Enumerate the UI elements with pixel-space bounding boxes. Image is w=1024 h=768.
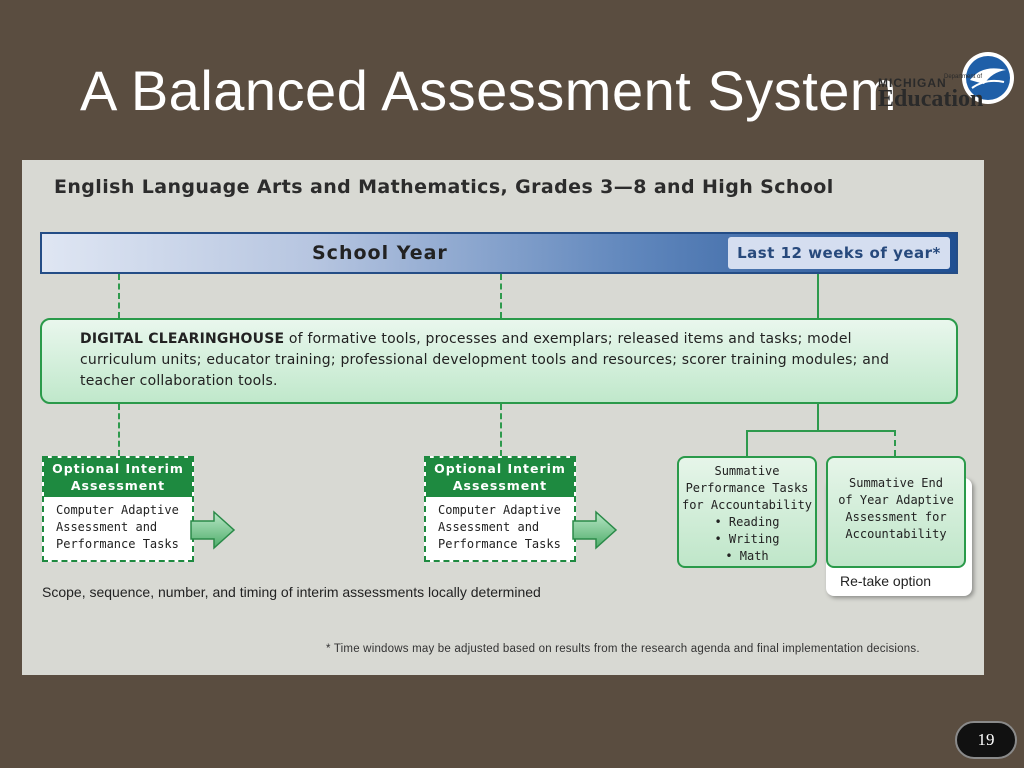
- interim-body-line: Assessment and: [438, 520, 540, 534]
- summative-performance-line: for Accountability: [681, 498, 813, 512]
- school-year-label: School Year: [312, 242, 448, 264]
- last-weeks-label: Last 12 weeks of year*: [728, 237, 950, 269]
- retake-option-label: Re-take option: [840, 573, 932, 589]
- summative-end-line: of Year Adaptive: [838, 493, 954, 507]
- interim-header: [44, 458, 192, 497]
- summative-end-line: Accountability: [845, 527, 947, 541]
- interim-body: [44, 497, 192, 553]
- summative-end-line: Summative End: [849, 476, 943, 490]
- connector-line: [500, 404, 502, 456]
- michigan-education-logo: [872, 50, 1018, 124]
- interim-body-line: Assessment and: [56, 520, 158, 534]
- optional-interim-assessment-1: [42, 456, 194, 562]
- page-number: 19: [955, 721, 1017, 759]
- summative-performance-line: Summative: [714, 464, 780, 478]
- summative-performance-line: Performance Tasks: [685, 481, 809, 495]
- connector-line: [118, 404, 120, 456]
- interim-header-line: Assessment: [452, 478, 548, 493]
- interim-body-line: Computer Adaptive: [56, 503, 179, 517]
- optional-interim-assessment-2: [424, 456, 576, 562]
- diagram-heading: English Language Arts and Mathematics, Grades 3—8 and High School: [54, 176, 834, 198]
- summative-end-line: Assessment for: [845, 510, 947, 524]
- connector-line: [746, 430, 896, 432]
- interim-header-line: Assessment: [70, 478, 166, 493]
- logo-top-text: MICHIGAN: [878, 76, 947, 90]
- digital-clearinghouse-box: [40, 318, 958, 404]
- logo-main-text: Education: [878, 86, 984, 112]
- interim-body-line: Computer Adaptive: [438, 503, 561, 517]
- school-year-bar: [40, 232, 958, 274]
- interim-body-line: Performance Tasks: [438, 537, 561, 551]
- footnote: * Time windows may be adjusted based on results from the research agenda and final implementation decisions.: [326, 643, 920, 655]
- assessment-diagram: [22, 160, 984, 675]
- arrow-right-icon: [190, 510, 236, 550]
- summative-performance-bullet: • Reading: [714, 515, 780, 529]
- slide-title: A Balanced Assessment System: [80, 59, 898, 122]
- scope-note: Scope, sequence, number, and timing of interim assessments locally determined: [42, 584, 541, 600]
- connector-line: [817, 404, 819, 430]
- connector-line: [746, 430, 748, 456]
- summative-performance-bullet: • Writing: [714, 532, 780, 546]
- arrow-right-icon: [572, 510, 618, 550]
- clearinghouse-description: of formative tools, processes and exemplars; released items and tasks; model curriculum units; educator training; professional development tools and resources; scorer training modules; and teacher collaboration tools.: [80, 331, 890, 389]
- interim-header-line: Optional Interim: [434, 461, 566, 476]
- connector-line: [894, 430, 896, 456]
- connector-line: [817, 274, 819, 318]
- interim-body-line: Performance Tasks: [56, 537, 179, 551]
- interim-header-line: Optional Interim: [52, 461, 184, 476]
- connector-line: [500, 274, 502, 318]
- clearinghouse-title: DIGITAL CLEARINGHOUSE: [80, 331, 285, 347]
- connector-line: [118, 274, 120, 318]
- summative-end-of-year-box: [826, 456, 966, 568]
- summative-performance-tasks-box: [677, 456, 817, 568]
- logo-dept-text: Department of: [944, 74, 983, 80]
- interim-header: [426, 458, 574, 497]
- interim-body: [426, 497, 574, 553]
- summative-performance-bullet: • Math: [725, 549, 769, 563]
